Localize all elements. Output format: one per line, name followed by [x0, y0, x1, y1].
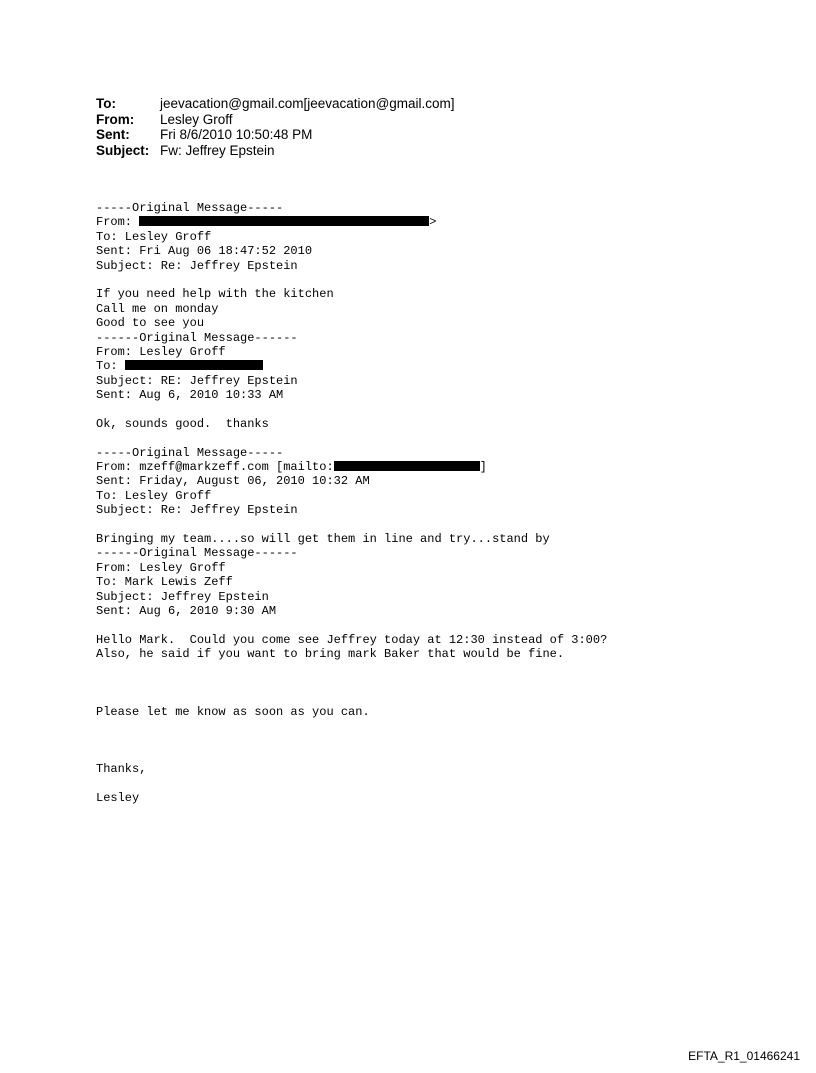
email-body: [96, 201, 607, 805]
from-prefix: From: mzeff@markzeff.com [mailto:: [96, 460, 334, 475]
message-text-line: Also, he said if you want to bring mark Baker that would be fine.: [96, 647, 565, 662]
header-sent-label: Sent:: [96, 127, 130, 142]
message-to-line: To: Lesley Groff: [96, 488, 212, 503]
message-text-line: If you need help with the kitchen: [96, 287, 334, 302]
message-text-line: Thanks,: [96, 762, 147, 777]
header-to-value: jeevacation@gmail.com[jeevacation@gmail.com]: [160, 96, 455, 111]
message-to-line: [96, 359, 607, 373]
message-separator: ------Original Message------: [96, 546, 298, 561]
message-from-line: [96, 215, 607, 229]
message-from-line: From: Lesley Groff: [96, 560, 226, 575]
message-sent-line: Sent: Friday, August 06, 2010 10:32 AM: [96, 474, 370, 489]
from-suffix: >: [429, 215, 437, 230]
from-prefix: From:: [96, 215, 140, 230]
message-signature: Lesley: [96, 791, 140, 806]
message-subject-line: Subject: RE: Jeffrey Epstein: [96, 373, 298, 388]
message-text-line: Good to see you: [96, 316, 205, 331]
header-to-label: To:: [96, 96, 116, 111]
header-to-row: [96, 96, 455, 112]
message-text-line: Ok, sounds good. thanks: [96, 416, 269, 431]
to-prefix: To:: [96, 359, 125, 374]
message-from-line: From: Lesley Groff: [96, 344, 226, 359]
message-from-line: [96, 460, 607, 474]
message-to-line: To: Mark Lewis Zeff: [96, 575, 233, 590]
document-id: EFTA_R1_01466241: [688, 1049, 800, 1063]
email-header: [96, 96, 455, 158]
message-separator: ------Original Message------: [96, 330, 298, 345]
message-subject-line: Subject: Jeffrey Epstein: [96, 589, 269, 604]
message-sent-line: Sent: Fri Aug 06 18:47:52 2010: [96, 244, 313, 259]
message-text-line: Please let me know as soon as you can.: [96, 704, 370, 719]
redaction-block: [139, 216, 429, 226]
message-separator: -----Original Message-----: [96, 445, 284, 460]
message-to-line: To: Lesley Groff: [96, 229, 212, 244]
message-subject-line: Subject: Re: Jeffrey Epstein: [96, 258, 298, 273]
header-subject-row: [96, 143, 455, 159]
header-subject-label: Subject:: [96, 142, 150, 158]
redaction-block: [334, 461, 480, 471]
header-subject-value: Fw: Jeffrey Epstein: [160, 142, 275, 158]
message-separator: -----Original Message-----: [96, 201, 284, 215]
header-from-row: [96, 112, 455, 128]
header-sent-row: [96, 127, 455, 143]
message-sent-line: Sent: Aug 6, 2010 10:33 AM: [96, 388, 284, 403]
header-from-label: From:: [96, 111, 135, 127]
from-suffix: ]: [479, 460, 487, 475]
redaction-block: [125, 360, 263, 370]
header-sent-value: Fri 8/6/2010 10:50:48 PM: [160, 127, 313, 142]
header-from-value: Lesley Groff: [160, 111, 233, 127]
message-subject-line: Subject: Re: Jeffrey Epstein: [96, 503, 298, 518]
message-sent-line: Sent: Aug 6, 2010 9:30 AM: [96, 603, 277, 618]
message-text-line: Hello Mark. Could you come see Jeffrey today at 12:30 instead of 3:00?: [96, 632, 608, 647]
message-text-line: Bringing my team....so will get them in line and try...stand by: [96, 531, 550, 546]
message-text-line: Call me on monday: [96, 301, 219, 316]
